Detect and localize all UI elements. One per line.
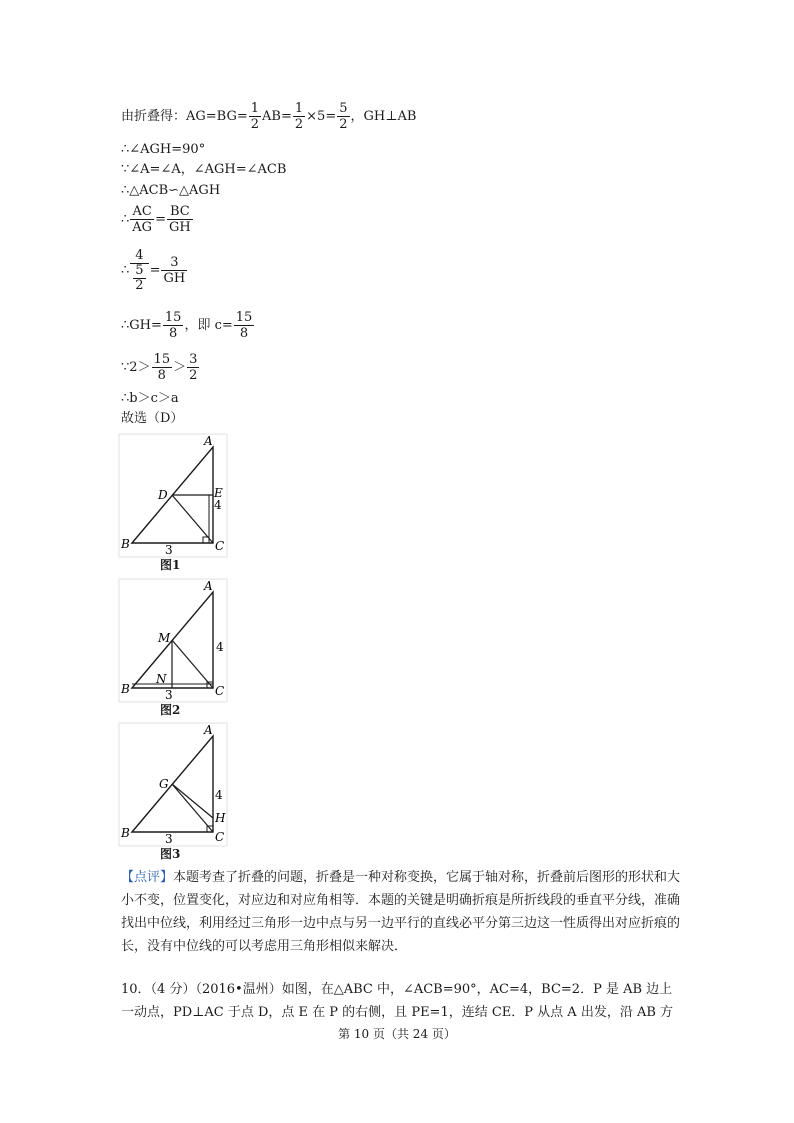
label-d: D — [158, 488, 168, 502]
fraction: $\frac{15}{8}$ — [164, 310, 182, 341]
label-c: C — [215, 830, 225, 844]
solution-line-6: ∴ $\frac{4}{\frac{5}{2}}$ = $\frac{3}{GH}$ — [121, 248, 186, 293]
solution-line-5: ∴ $\frac{AC}{AG}$ = $\frac{BC}{GH}$ — [121, 204, 191, 235]
label-b: B — [121, 826, 130, 840]
text: ×5= — [306, 109, 337, 124]
fraction: $\frac{BC}{GH}$ — [168, 204, 191, 235]
figure-3 — [118, 722, 228, 861]
text: ，GH⊥AB — [350, 109, 417, 124]
comment-text: 本题考查了折叠的问题，折叠是一种对称变换，它属于轴对称，折叠前后图形的形状和大小不变，位置变化，对应边和对应角相等．本题的关键是明确折痕是所折线段的垂直平分线，准确找出中位线，利用经过三角形一边中点与另一边平行的直线必平分第三边这一性质得出对应折痕的长，没有中位线的可以考虑用三角形相似来解决． — [121, 870, 681, 954]
text: 由折叠得：AG=BG= — [121, 109, 248, 124]
fraction: $\frac{15}{8}$ — [153, 352, 171, 383]
fraction: $\frac{1}{2}$ — [294, 101, 304, 132]
label-c: C — [215, 539, 225, 553]
question-10: 10．（4 分）（2016•温州）如图，在△ABC 中，∠ACB=90°，AC=4，BC=2．P 是 AB 边上一动点，PD⊥AC 于点 D，点 E 在 P 的右侧，且 PE=1，连结 CE．P 从点 A 出发，沿 AB 方 — [121, 982, 674, 1020]
figure-caption: 图2 — [160, 703, 181, 717]
comment-paragraph — [121, 866, 683, 958]
label-a: A — [204, 723, 213, 737]
comment-tag: 【点评】 — [121, 870, 174, 885]
fraction: $\frac{3}{GH}$ — [163, 255, 186, 286]
segment-gc — [172, 784, 213, 832]
figure-2 — [118, 578, 228, 717]
text: AB= — [262, 109, 292, 124]
fraction: $\frac{1}{2}$ — [250, 101, 260, 132]
label-bc-length: 3 — [165, 543, 173, 557]
figure-3-diagram — [118, 722, 228, 847]
label-n: N — [156, 672, 167, 686]
figure-caption: 图1 — [160, 558, 181, 572]
solution-line-8: ∵2＞ $\frac{15}{8}$ ＞ $\frac{3}{2}$ — [121, 352, 198, 383]
fraction: $\frac{3}{2}$ — [189, 352, 198, 383]
solution-line-4: ∴△ACB∽△AGH — [121, 183, 221, 198]
figure-1 — [118, 433, 228, 572]
solution-line-7: ∴GH= $\frac{15}{8}$ ，即 c= $\frac{15}{8}$ — [121, 310, 253, 341]
solution-line-2: ∴∠AGH=90° — [121, 142, 206, 157]
label-b: B — [121, 537, 130, 551]
label-c: C — [215, 684, 225, 698]
solution-line-3: ∵∠A=∠A，∠AGH=∠ACB — [121, 162, 287, 177]
label-ac-length: 4 — [214, 498, 222, 512]
figure-2-diagram — [118, 578, 228, 703]
label-bc-length: 3 — [165, 688, 173, 702]
label-a: A — [204, 579, 213, 593]
page-footer: 第 10 页（共 24 页） — [338, 1027, 456, 1041]
label-a: A — [204, 434, 213, 448]
solution-line-10: 故选（D） — [121, 411, 184, 426]
segment-mc — [172, 640, 213, 688]
fraction: $\frac{15}{8}$ — [235, 310, 253, 341]
solution-line-9: ∴b＞c＞a — [121, 391, 179, 406]
fraction: $\frac{5}{2}$ — [339, 101, 348, 132]
figure-1-diagram — [118, 433, 228, 558]
segment-dc — [172, 495, 213, 543]
label-m: M — [158, 631, 171, 645]
solution-line-1 — [121, 101, 416, 132]
segment-gh — [172, 784, 213, 818]
label-e: E — [214, 486, 223, 500]
label-ac-length: 4 — [216, 640, 224, 654]
label-h: H — [215, 811, 226, 825]
label-ac-length: 4 — [215, 788, 223, 802]
label-b: B — [121, 682, 130, 696]
complex-fraction: $\frac{4}{\frac{5}{2}}$ — [130, 248, 148, 293]
fraction: $\frac{AC}{AG}$ — [132, 204, 153, 235]
figure-caption: 图3 — [160, 847, 181, 861]
label-g: G — [159, 777, 169, 791]
label-bc-length: 3 — [165, 832, 173, 846]
